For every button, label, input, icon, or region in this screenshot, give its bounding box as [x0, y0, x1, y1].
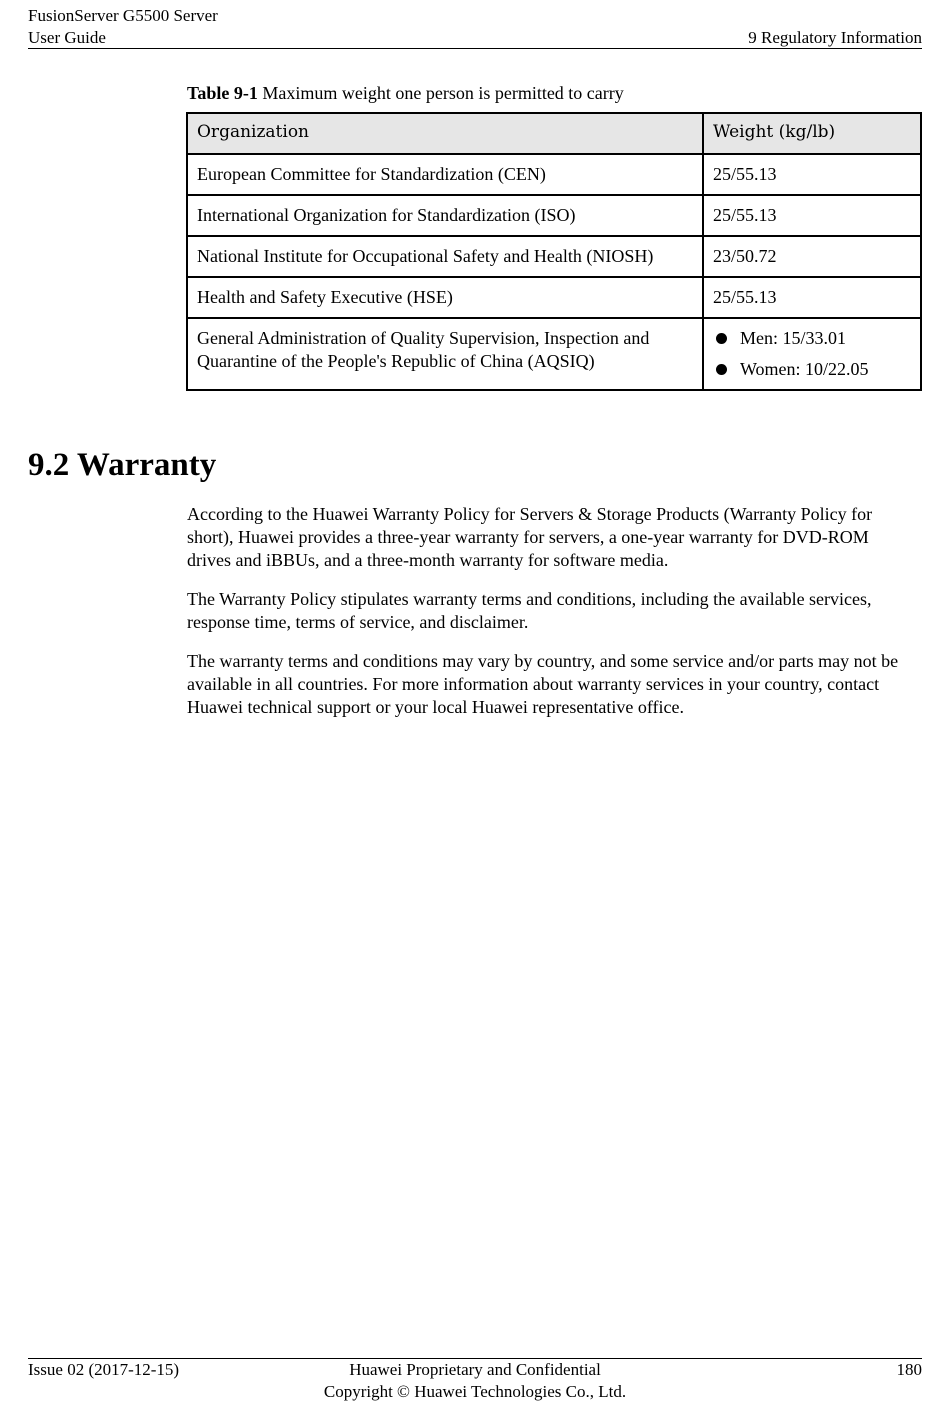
product-name: FusionServer G5500 Server: [28, 6, 218, 25]
table-row: [187, 195, 921, 236]
table-row: [187, 154, 921, 195]
running-header-left: [28, 5, 218, 49]
organization-cell: International Organization for Standardization (ISO): [187, 195, 703, 236]
weight-bullet-list: [713, 327, 911, 381]
organization-cell: Health and Safety Executive (HSE): [187, 277, 703, 318]
copyright-notice: Copyright © Huawei Technologies Co., Ltd.: [323, 1382, 627, 1401]
issue-date: Issue 02 (2017-12-15): [28, 1360, 180, 1379]
weight-cell: [703, 318, 921, 390]
header-rule: [28, 48, 922, 49]
header-weight: Weight (kg/lb): [703, 113, 921, 154]
table-row: [187, 318, 921, 390]
bullet-dot-icon: [716, 364, 727, 375]
header-organization: Organization: [187, 113, 703, 154]
paragraph: The warranty terms and conditions may vary by country, and some service and/or parts may not be available in all countries. For more information about warranty services in your country, contact Huawei technical support or your local Huawei representative office.: [187, 651, 899, 717]
weight-cell: 25/55.13: [703, 277, 921, 318]
table-row: [187, 236, 921, 277]
organization-cell: National Institute for Occupational Safety and Health (NIOSH): [187, 236, 703, 277]
section-title: 9.2 Warranty: [28, 447, 217, 483]
bullet-text: Women: 10/22.05: [740, 359, 869, 379]
section-body: [187, 503, 909, 735]
table-row: [187, 277, 921, 318]
weight-cell: 25/55.13: [703, 154, 921, 195]
weight-cell: 25/55.13: [703, 195, 921, 236]
weight-table: [186, 112, 922, 391]
footer-center: [0, 1359, 950, 1403]
table-header-row: [187, 113, 921, 154]
bullet-text: Men: 15/33.01: [740, 328, 846, 348]
organization-cell: General Administration of Quality Supervision, Inspection and Quarantine of the People's Republic of China (AQSIQ): [187, 318, 703, 390]
chapter-title: 9 Regulatory Information: [748, 28, 922, 47]
paragraph: The Warranty Policy stipulates warranty terms and conditions, including the available services, response time, terms of service, and disclaimer.: [187, 589, 872, 632]
bullet-dot-icon: [716, 333, 727, 344]
table-caption: [187, 81, 624, 105]
organization-cell: European Committee for Standardization (CEN): [187, 154, 703, 195]
page-number: 180: [896, 1360, 922, 1379]
document-name: User Guide: [28, 28, 106, 47]
confidential-notice: Huawei Proprietary and Confidential: [349, 1360, 601, 1379]
paragraph: According to the Huawei Warranty Policy for Servers & Storage Products (Warranty Policy for short), Huawei provides a three-year warranty for servers, a one-year warranty for DVD-ROM drives and iBBUs, and a three-month warranty for software media.: [187, 504, 873, 570]
table-caption-text: Maximum weight one person is permitted to carry: [257, 83, 624, 103]
table-caption-label: Table 9-1: [187, 83, 258, 103]
weight-cell: 23/50.72: [703, 236, 921, 277]
bullet-item-men: [713, 327, 911, 350]
bullet-item-women: [713, 358, 911, 381]
